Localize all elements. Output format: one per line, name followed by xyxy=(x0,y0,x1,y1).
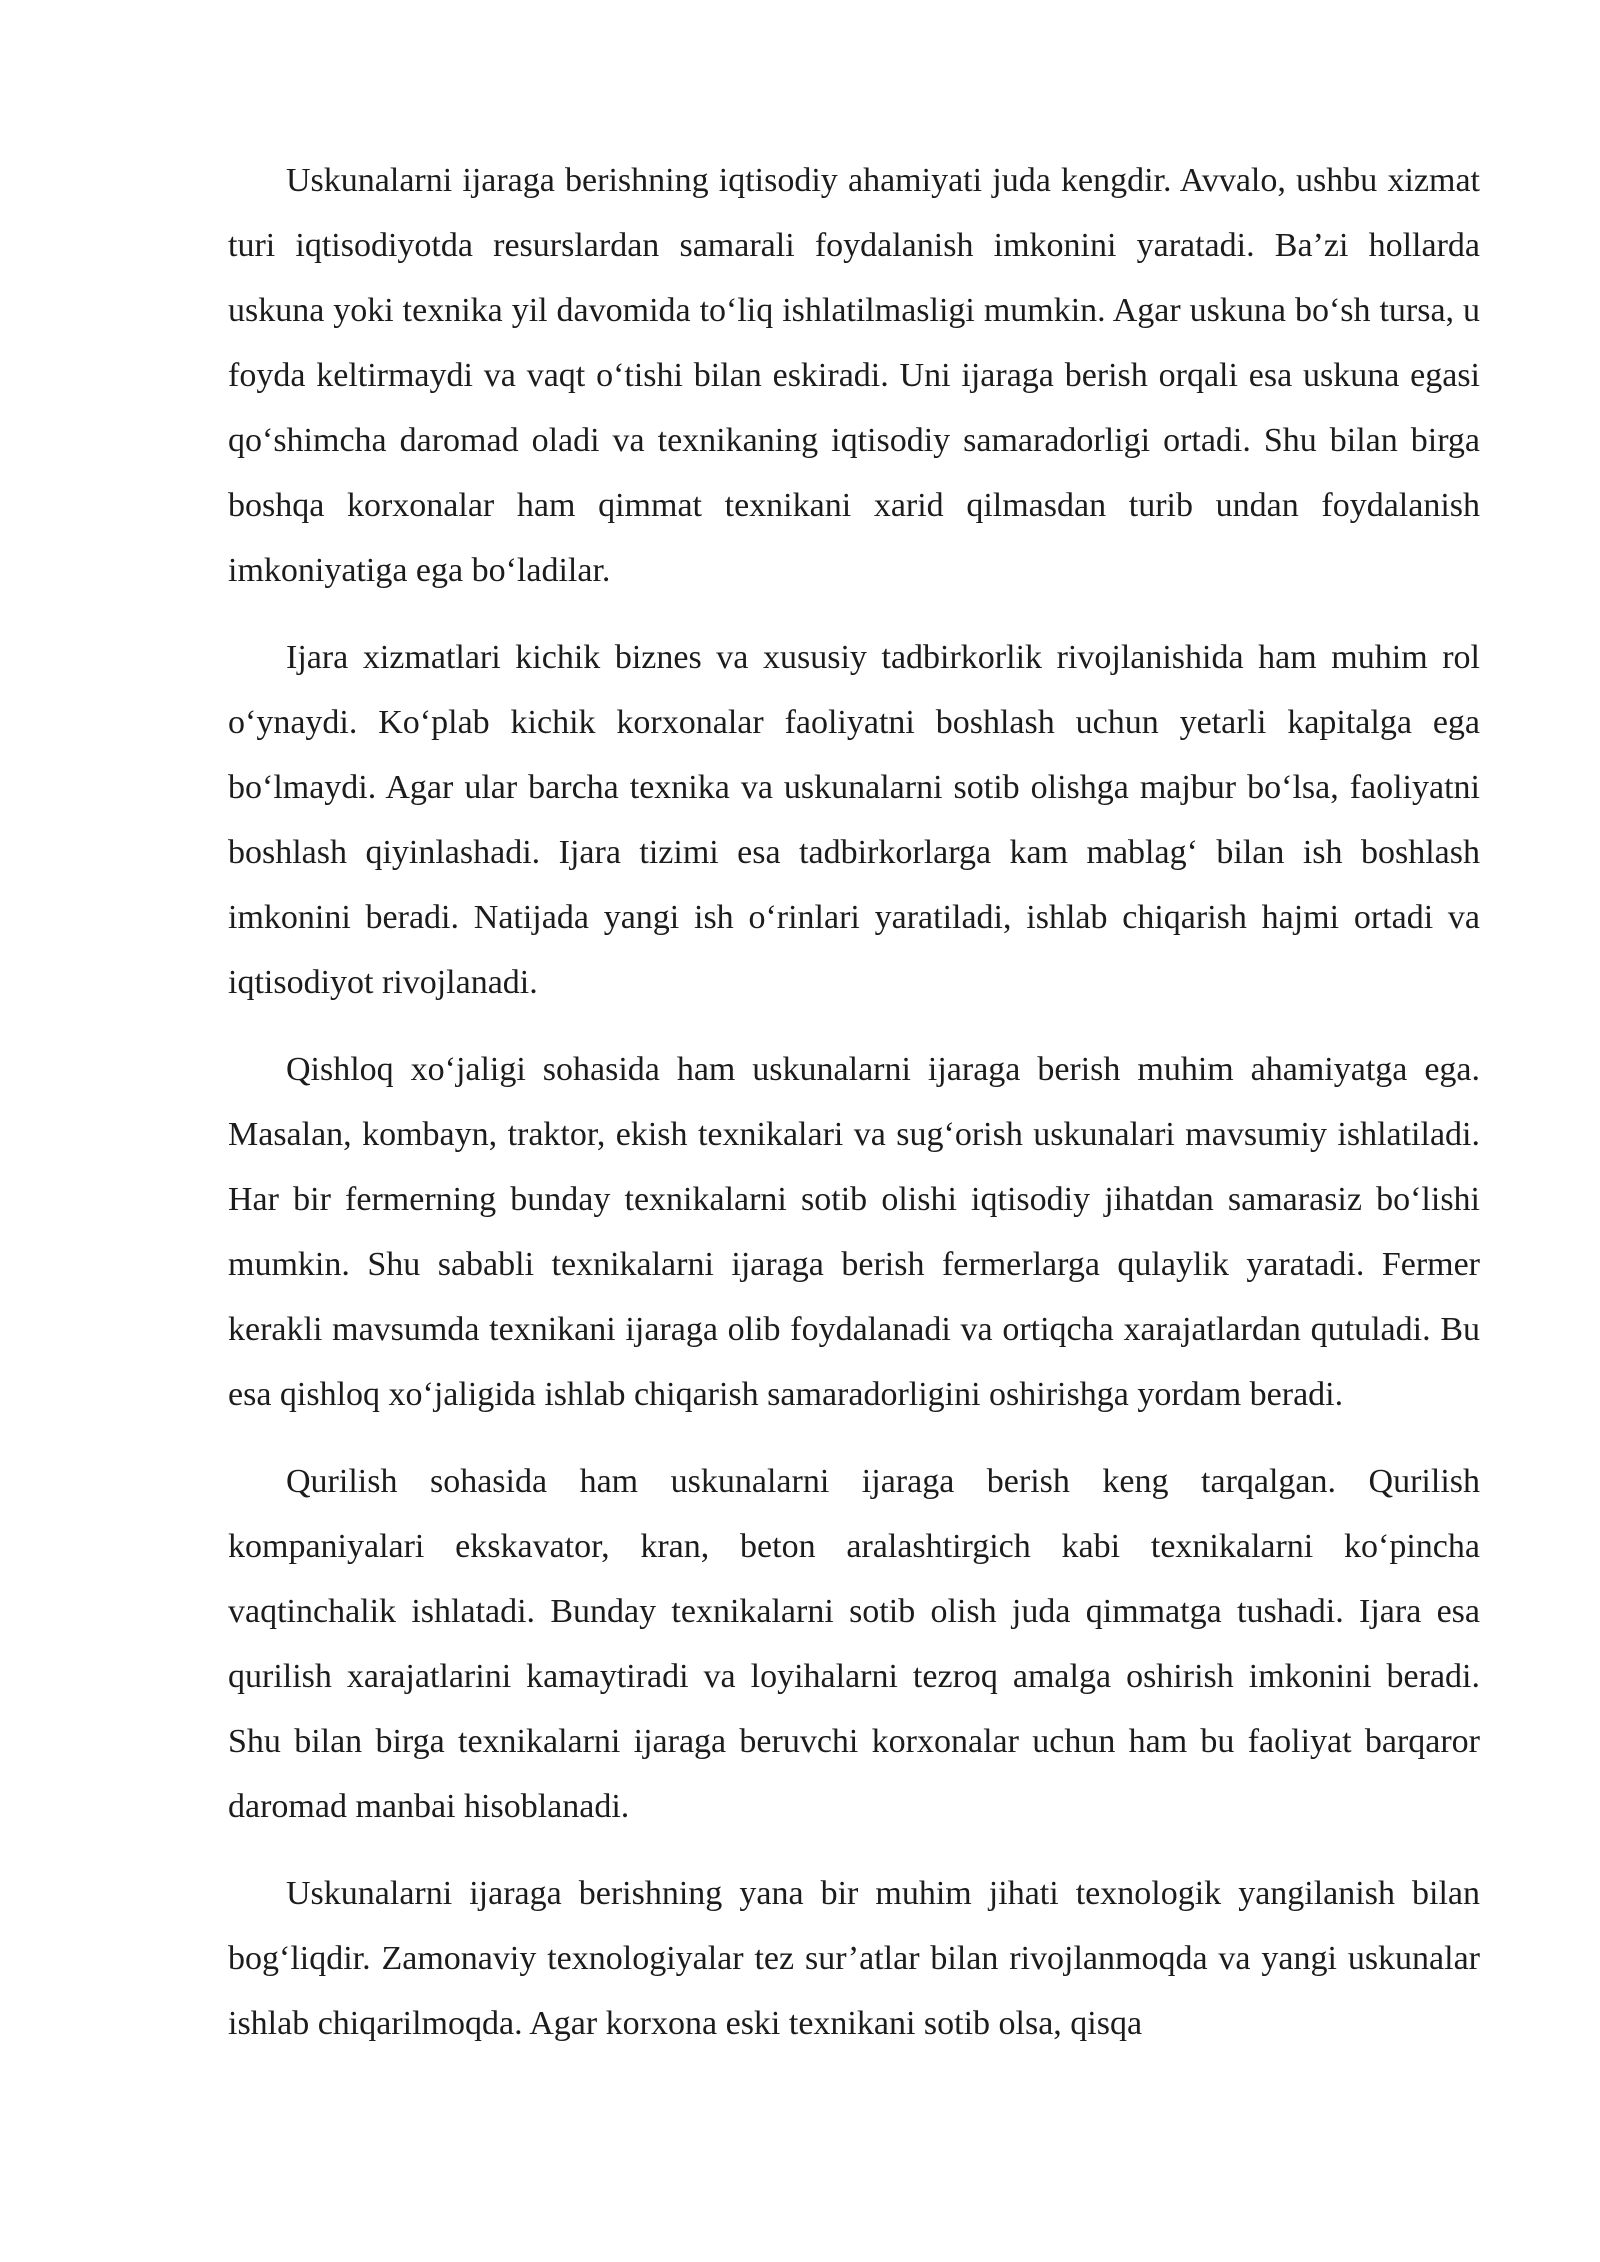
paragraph-5: Uskunalarni ijaraga berishning yana bir muhim jihati texnologik yangilanish bilan bog‘liqdir. Zamonaviy texnologiyalar tez sur’atlar bilan rivojlanmoqda va yangi uskunalar ishlab chiqarilmoqda. Agar korxona eski texnikani sotib olsa, qisqa xyxy=(228,1875,1480,2042)
paragraph-1: Uskunalarni ijaraga berishning iqtisodiy ahamiyati juda kengdir. Avvalo, ushbu xizmat turi iqtisodiyotda resurslardan samarali foydalanish imkonini yaratadi. Ba’zi hollarda uskuna yoki texnika yil davomida to‘liq ishlatilmasligi mumkin. Agar uskuna bo‘sh tursa, u foyda keltirmaydi va vaqt o‘tishi bilan eskiradi. Uni ijaraga berish orqali esa uskuna egasi qo‘shimcha daromad oladi va texnikaning iqtisodiy samaradorligi ortadi. Shu bilan birga boshqa korxonalar ham qimmat texnikani xarid qilmasdan turib undan foydalanish imkoniyatiga ega bo‘ladilar. xyxy=(228,162,1480,589)
document-body xyxy=(228,148,1480,2078)
paragraph-4: Qurilish sohasida ham uskunalarni ijaraga berish keng tarqalgan. Qurilish kompaniyalari ekskavator, kran, beton aralashtirgich kabi texnikalarni ko‘pincha vaqtinchalik ishlatadi. Bunday texnikalarni sotib olish juda qimmatga tushadi. Ijara esa qurilish xarajatlarini kamaytiradi va loyihalarni tezroq amalga oshirish imkonini beradi. Shu bilan birga texnikalarni ijaraga beruvchi korxonalar uchun ham bu faoliyat barqaror daromad manbai hisoblanadi. xyxy=(228,1463,1480,1825)
paragraph-2: Ijara xizmatlari kichik biznes va xususiy tadbirkorlik rivojlanishida ham muhim rol o‘ynaydi. Ko‘plab kichik korxonalar faoliyatni boshlash uchun yetarli kapitalga ega bo‘lmaydi. Agar ular barcha texnika va uskunalarni sotib olishga majbur bo‘lsa, faoliyatni boshlash qiyinlashadi. Ijara tizimi esa tadbirkorlarga kam mablag‘ bilan ish boshlash imkonini beradi. Natijada yangi ish o‘rinlari yaratiladi, ishlab chiqarish hajmi ortadi va iqtisodiyot rivojlanadi. xyxy=(228,639,1480,1001)
paragraph-3: Qishloq xo‘jaligi sohasida ham uskunalarni ijaraga berish muhim ahamiyatga ega. Masalan, kombayn, traktor, ekish texnikalari va sug‘orish uskunalari mavsumiy ishlatiladi. Har bir fermerning bunday texnikalarni sotib olishi iqtisodiy jihatdan samarasiz bo‘lishi mumkin. Shu sababli texnikalarni ijaraga berish fermerlarga qulaylik yaratadi. Fermer kerakli mavsumda texnikani ijaraga olib foydalanadi va ortiqcha xarajatlardan qutuladi. Bu esa qishloq xo‘jaligida ishlab chiqarish samaradorligini oshirishga yordam beradi. xyxy=(228,1051,1480,1413)
